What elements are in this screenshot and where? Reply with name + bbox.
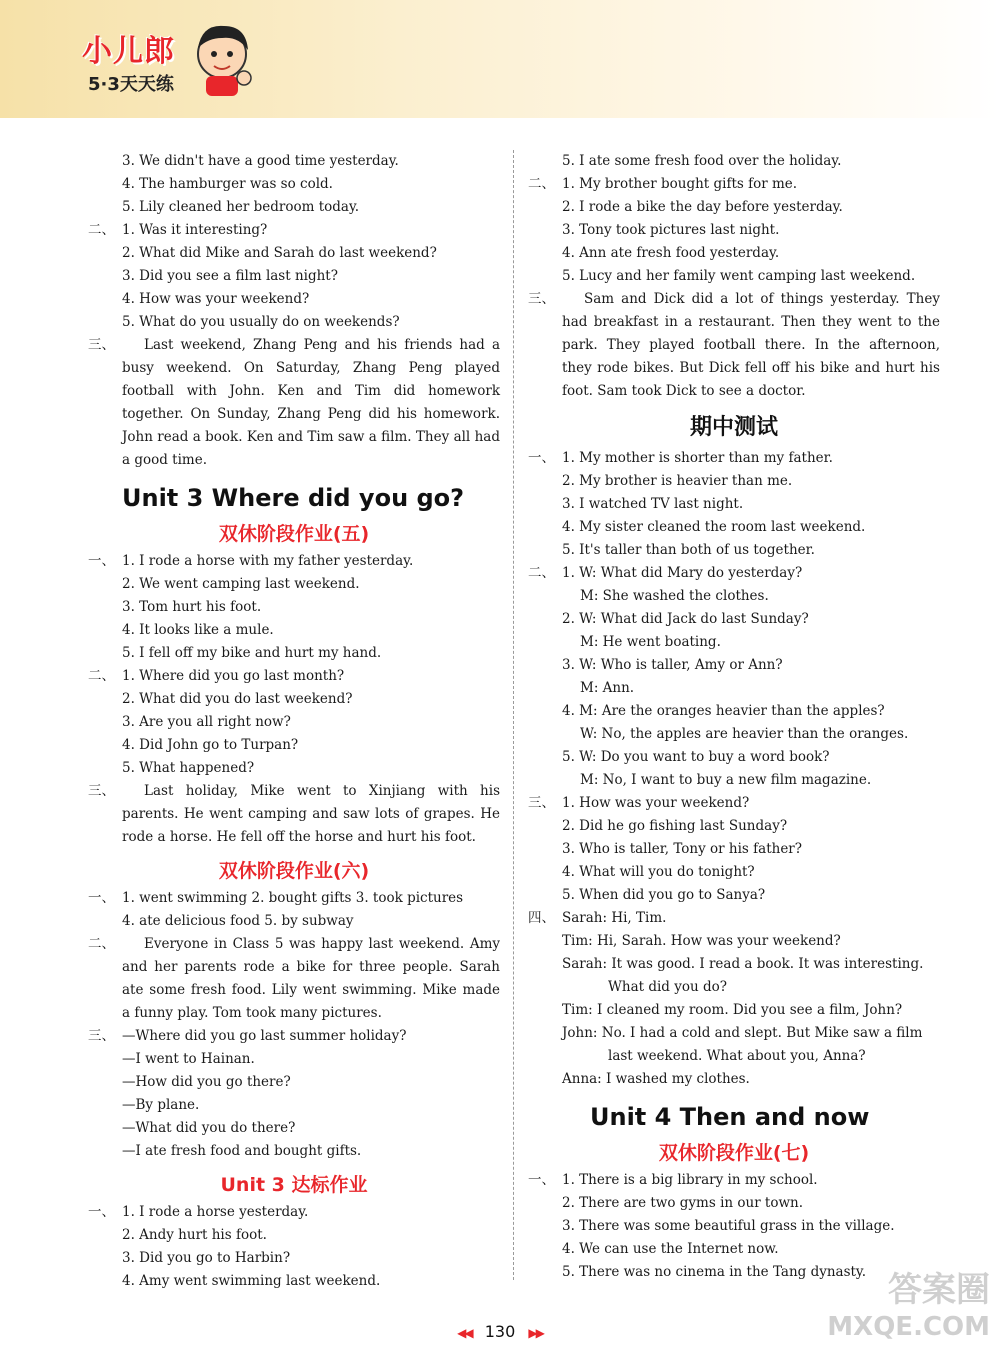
answer-line: 5. I fell off my bike and hurt my hand. xyxy=(122,645,382,661)
answer-line: 二、 1. Where did you go last month? xyxy=(88,665,500,688)
dialogue-line: Anna: I washed my clothes. xyxy=(562,1071,750,1087)
answer-line: 2. Did he go fishing last Sunday? xyxy=(562,818,788,834)
answer-line: 2. What did Mike and Sarah do last weekend? xyxy=(122,245,437,261)
answer-line: 3. Who is taller, Tony or his father? xyxy=(562,841,802,857)
answer-line: 一、 1. There is a big library in my school. xyxy=(528,1169,940,1192)
section-marker: 三、 xyxy=(88,337,115,353)
page-number: 130 xyxy=(484,1322,516,1341)
answer-line: 4. My sister cleaned the room last weekend. xyxy=(562,519,866,535)
answer-line: 一、 1. went swimming 2. bought gifts 3. took pictures xyxy=(88,887,500,910)
section-marker: 四、 xyxy=(528,910,555,926)
section-marker: 二、 xyxy=(88,668,115,684)
section-marker: 一、 xyxy=(88,553,115,569)
dialogue-line: Tim: I cleaned my room. Did you see a film, John? xyxy=(562,1002,903,1018)
dialogue-line: 5. W: Do you want to buy a word book? xyxy=(562,749,830,765)
series-name: 5·3天天练 xyxy=(88,74,174,95)
watermark-text: 答案圈 xyxy=(888,1270,990,1310)
section-marker: 三、 xyxy=(88,783,115,799)
answer-line: 2. What did you do last weekend? xyxy=(122,691,353,707)
answer-line: 3. We didn't have a good time yesterday. xyxy=(122,153,399,169)
unit-title: Unit 3 Where did you go? xyxy=(122,484,465,512)
answer-paragraph: 二、 Everyone in Class 5 was happy last weekend. Amy and her parents rode a bike for three people. Sarah ate some fresh food. Lily went swimming. Mike made a funny play. Tom took many pictures. xyxy=(88,933,500,1025)
section-marker: 一、 xyxy=(88,1204,115,1220)
dialogue-line: M: No, I want to buy a new film magazine. xyxy=(580,772,872,788)
watermark-url: MXQE.COM xyxy=(827,1312,990,1342)
answer-line: 5. There was no cinema in the Tang dynasty. xyxy=(562,1264,867,1280)
unit-title: Unit 4 Then and now xyxy=(590,1103,870,1131)
brand-name: 小儿郎 xyxy=(82,34,175,69)
answer-line: 2. I rode a bike the day before yesterday. xyxy=(562,199,843,215)
answer-line: 4. How was your weekend? xyxy=(122,291,310,307)
answer-line: 3. Did you go to Harbin? xyxy=(122,1250,291,1266)
answer-paragraph: 三、 Sam and Dick did a lot of things yesterday. They had breakfast in a restaurant. Then they went to the park. They played football there. In the afternoon, they rode bikes. But Dick fell off his bike and hurt his foot. Sam took Dick to see a doctor. xyxy=(528,288,940,403)
answer-line: —How did you go there? xyxy=(122,1074,291,1090)
answer-line: —What did you do there? xyxy=(122,1120,296,1136)
section-marker: 一、 xyxy=(528,1172,555,1188)
dialogue-line: M: He went boating. xyxy=(580,634,721,650)
answer-line: 4. The hamburger was so cold. xyxy=(122,176,333,192)
dialogue-line: 四、 Sarah: Hi, Tim. xyxy=(528,907,940,930)
answer-line: 3. There was some beautiful grass in the village. xyxy=(562,1218,895,1234)
next-arrows-icon: ▶▶ xyxy=(528,1326,543,1340)
section-title: 双休阶段作业(六) xyxy=(218,860,370,882)
section-marker: 一、 xyxy=(88,890,115,906)
answer-line: 三、 —Where did you go last summer holiday? xyxy=(88,1025,500,1048)
dialogue-line: last weekend. What about you, Anna? xyxy=(608,1048,866,1064)
dialogue-line: Tim: Hi, Sarah. How was your weekend? xyxy=(562,933,841,949)
answer-line: 3. Are you all right now? xyxy=(122,714,291,730)
answer-line: 4. We can use the Internet now. xyxy=(562,1241,779,1257)
answer-line: 3. Tony took pictures last night. xyxy=(562,222,780,238)
boy-mascot-icon xyxy=(188,18,258,98)
answer-line: 4. It looks like a mule. xyxy=(122,622,274,638)
answer-line: 2. My brother is heavier than me. xyxy=(562,473,793,489)
answer-line: 4. Amy went swimming last weekend. xyxy=(122,1273,381,1289)
answer-line: 3. Did you see a film last night? xyxy=(122,268,338,284)
answer-line: 一、 1. I rode a horse with my father yesterday. xyxy=(88,550,500,573)
dialogue-line: 3. W: Who is taller, Amy or Ann? xyxy=(562,657,783,673)
dialogue-line: John: No. I had a cold and slept. But Mike saw a film xyxy=(562,1025,923,1041)
section-marker: 二、 xyxy=(88,222,115,238)
midterm-title: 期中测试 xyxy=(689,415,778,440)
dialogue-line: 二、 1. W: What did Mary do yesterday? xyxy=(528,562,940,585)
section-title: 双休阶段作业(五) xyxy=(218,523,370,545)
answer-line: 2. There are two gyms in our town. xyxy=(562,1195,804,1211)
section-title: 双休阶段作业(七) xyxy=(658,1142,810,1164)
answer-line: 3. Tom hurt his foot. xyxy=(122,599,262,615)
answer-line: 2. Andy hurt his foot. xyxy=(122,1227,267,1243)
answer-line: 一、 1. I rode a horse yesterday. xyxy=(88,1201,500,1224)
answer-line: 5. Lily cleaned her bedroom today. xyxy=(122,199,360,215)
answer-line: 4. What will you do tonight? xyxy=(562,864,755,880)
answer-line: 3. I watched TV last night. xyxy=(562,496,744,512)
column-divider xyxy=(513,150,514,1280)
answer-line: 5. Lucy and her family went camping last weekend. xyxy=(562,268,916,284)
section-title: Unit 3 达标作业 xyxy=(220,1174,368,1196)
answer-line: 一、 1. My mother is shorter than my father. xyxy=(528,447,940,470)
dialogue-line: Sarah: It was good. I read a book. It was interesting. xyxy=(562,956,924,972)
answer-line: 4. Ann ate fresh food yesterday. xyxy=(562,245,780,261)
watermark xyxy=(798,1258,996,1352)
dialogue-line: 2. W: What did Jack do last Sunday? xyxy=(562,611,809,627)
answer-line: 二、 1. My brother bought gifts for me. xyxy=(528,173,940,196)
answer-line: 5. It's taller than both of us together. xyxy=(562,542,815,558)
dialogue-line: M: She washed the clothes. xyxy=(580,588,769,604)
answer-line: 5. What do you usually do on weekends? xyxy=(122,314,400,330)
right-column xyxy=(528,150,940,1284)
section-marker: 二、 xyxy=(88,936,115,952)
answer-line: 5. What happened? xyxy=(122,760,255,776)
dialogue-line: What did you do? xyxy=(608,979,727,995)
answer-line: 5. I ate some fresh food over the holiday. xyxy=(562,153,842,169)
answer-line: 5. When did you go to Sanya? xyxy=(562,887,766,903)
section-marker: 一、 xyxy=(528,450,555,466)
answer-line: —I went to Hainan. xyxy=(122,1051,255,1067)
answer-line: 二、 1. Was it interesting? xyxy=(88,219,500,242)
answer-line: —I ate fresh food and bought gifts. xyxy=(122,1143,362,1159)
answer-line: 4. ate delicious food 5. by subway xyxy=(122,913,354,929)
section-marker: 二、 xyxy=(528,176,555,192)
answer-line: 三、 1. How was your weekend? xyxy=(528,792,940,815)
prev-arrows-icon: ◀◀ xyxy=(457,1326,472,1340)
section-marker: 三、 xyxy=(528,291,555,307)
answer-line: 4. Did John go to Turpan? xyxy=(122,737,299,753)
answer-paragraph: 三、 Last holiday, Mike went to Xinjiang with his parents. He went camping and saw lots of grapes. He rode a horse. He fell off the horse and hurt his foot. xyxy=(88,780,500,849)
dialogue-line: W: No, the apples are heavier than the oranges. xyxy=(580,726,909,742)
left-column xyxy=(88,150,500,1293)
brand-logo xyxy=(78,26,258,106)
section-marker: 三、 xyxy=(88,1028,115,1044)
section-marker: 三、 xyxy=(528,795,555,811)
dialogue-line: 4. M: Are the oranges heavier than the apples? xyxy=(562,703,885,719)
answer-line: 2. We went camping last weekend. xyxy=(122,576,360,592)
answer-line: —By plane. xyxy=(122,1097,200,1113)
dialogue-line: M: Ann. xyxy=(580,680,635,696)
section-marker: 二、 xyxy=(528,565,555,581)
answer-paragraph: 三、 Last weekend, Zhang Peng and his friends had a busy weekend. On Saturday, Zhang Peng played football with John. Ken and Tim did homework together. On Sunday, Zhang Peng did his homework. John read a book. Ken and Tim saw a film. They all had a good time. xyxy=(88,334,500,472)
